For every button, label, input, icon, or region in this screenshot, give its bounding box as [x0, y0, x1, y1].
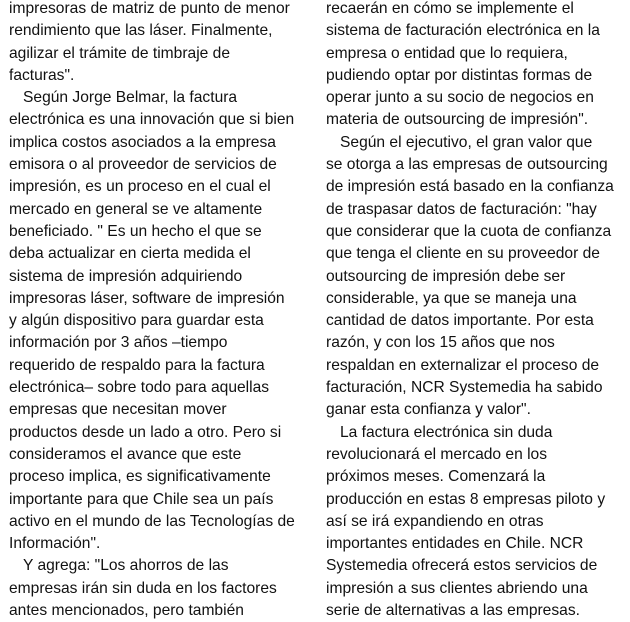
text-line: Información". — [9, 535, 101, 553]
text-line: se otorga a las empresas de outsourcing — [326, 156, 608, 174]
text-line: beneficiado. " Es un hecho el que se — [9, 222, 262, 240]
text-line: mercado en general se ve altamente — [9, 200, 263, 218]
text-line: electrónica– sobre todo para aquellas — [9, 379, 270, 397]
text-line: sistema de impresión adquiriendo — [9, 267, 243, 285]
text-line: proceso implica, es significativamente — [9, 468, 271, 486]
text-line: que considerar que la cuota de confianza — [326, 222, 612, 240]
text-line: Según Jorge Belmar, la factura — [23, 89, 238, 107]
text-line: pudiendo optar por distintas formas de — [326, 66, 593, 84]
text-line: producción en estas 8 empresas piloto y — [326, 490, 606, 508]
text-line: recaerán en cómo se implemente el — [326, 0, 574, 17]
text-line: y algún dispositivo para guardar esta — [9, 312, 264, 330]
left-text-column — [9, 0, 311, 622]
text-line: Systemedia ofrecerá estos servicios de — [326, 557, 598, 575]
text-line: Y agrega: "Los ahorros de las — [23, 557, 229, 575]
text-line: facturas". — [9, 66, 75, 84]
right-text-column — [326, 0, 626, 622]
text-line: activo en el mundo de las Tecnologías de — [9, 512, 295, 530]
text-line: empresa o entidad que lo requiera, — [326, 44, 568, 62]
text-line: materia de outsourcing de impresión". — [326, 111, 589, 129]
text-line: emisora o al proveedor de servicios de — [9, 156, 277, 174]
text-line: agilizar el trámite de timbraje de — [9, 44, 231, 62]
text-line: Según el ejecutivo, el gran valor que — [340, 133, 593, 151]
text-line: revolucionará el mercado en los — [326, 445, 548, 463]
text-line: implica costos asociados a la empresa — [9, 133, 276, 151]
text-line: facturación, NCR Systemedia ha sabido — [326, 379, 603, 397]
text-line: próximos meses. Comenzará la — [326, 468, 546, 486]
text-line: outsourcing de impresión debe ser — [326, 267, 566, 285]
text-line: La factura electrónica sin duda — [340, 423, 553, 441]
text-line: serie de alternativas a las empresas. — [326, 602, 580, 620]
text-line: importantes entidades en Chile. NCR — [326, 535, 584, 553]
text-line: ganar esta confianza y valor". — [326, 401, 531, 419]
text-line: así se irá expandiendo en otras — [326, 512, 544, 530]
text-line: rendimiento que las láser. Finalmente, — [9, 22, 273, 40]
text-line: consideramos el avance que este — [9, 445, 242, 463]
text-line: operar junto a su socio de negocios en — [326, 89, 594, 107]
text-line: importante para que Chile sea un país — [9, 490, 274, 508]
text-line: productos desde un lado a otro. Pero si — [9, 423, 282, 441]
text-line: impresoras láser, software de impresión — [9, 289, 285, 307]
text-line: cantidad de datos importante. Por esta — [326, 312, 594, 330]
text-line: sistema de facturación electrónica en la — [326, 22, 600, 40]
text-line: considerable, ya que se maneja una — [326, 289, 577, 307]
text-line: deba actualizar en cierta medida el — [9, 245, 251, 263]
text-line: respaldan en externalizar el proceso de — [326, 356, 600, 374]
text-line: de impresión está basado en la confianza — [326, 178, 614, 196]
text-line: que tenga el cliente en su proveedor de — [326, 245, 600, 263]
text-line: empresas irán sin duda en los factores — [9, 579, 277, 597]
text-line: información por 3 años –tiempo — [9, 334, 228, 352]
text-line: antes mencionados, pero también — [9, 602, 244, 620]
text-line: razón, y con los 15 años que nos — [326, 334, 555, 352]
text-line: requerido de respaldo para la factura — [9, 356, 265, 374]
text-line: impresión, es un proceso en el cual el — [9, 178, 271, 196]
text-line: empresas que necesitan mover — [9, 401, 227, 419]
text-line: electrónica es una innovación que si bien — [9, 111, 295, 129]
text-line: impresoras de matriz de punto de menor — [9, 0, 290, 17]
text-line: de traspasar datos de facturación: "hay — [326, 200, 597, 218]
text-line: impresión a sus clientes abriendo una — [326, 579, 588, 597]
